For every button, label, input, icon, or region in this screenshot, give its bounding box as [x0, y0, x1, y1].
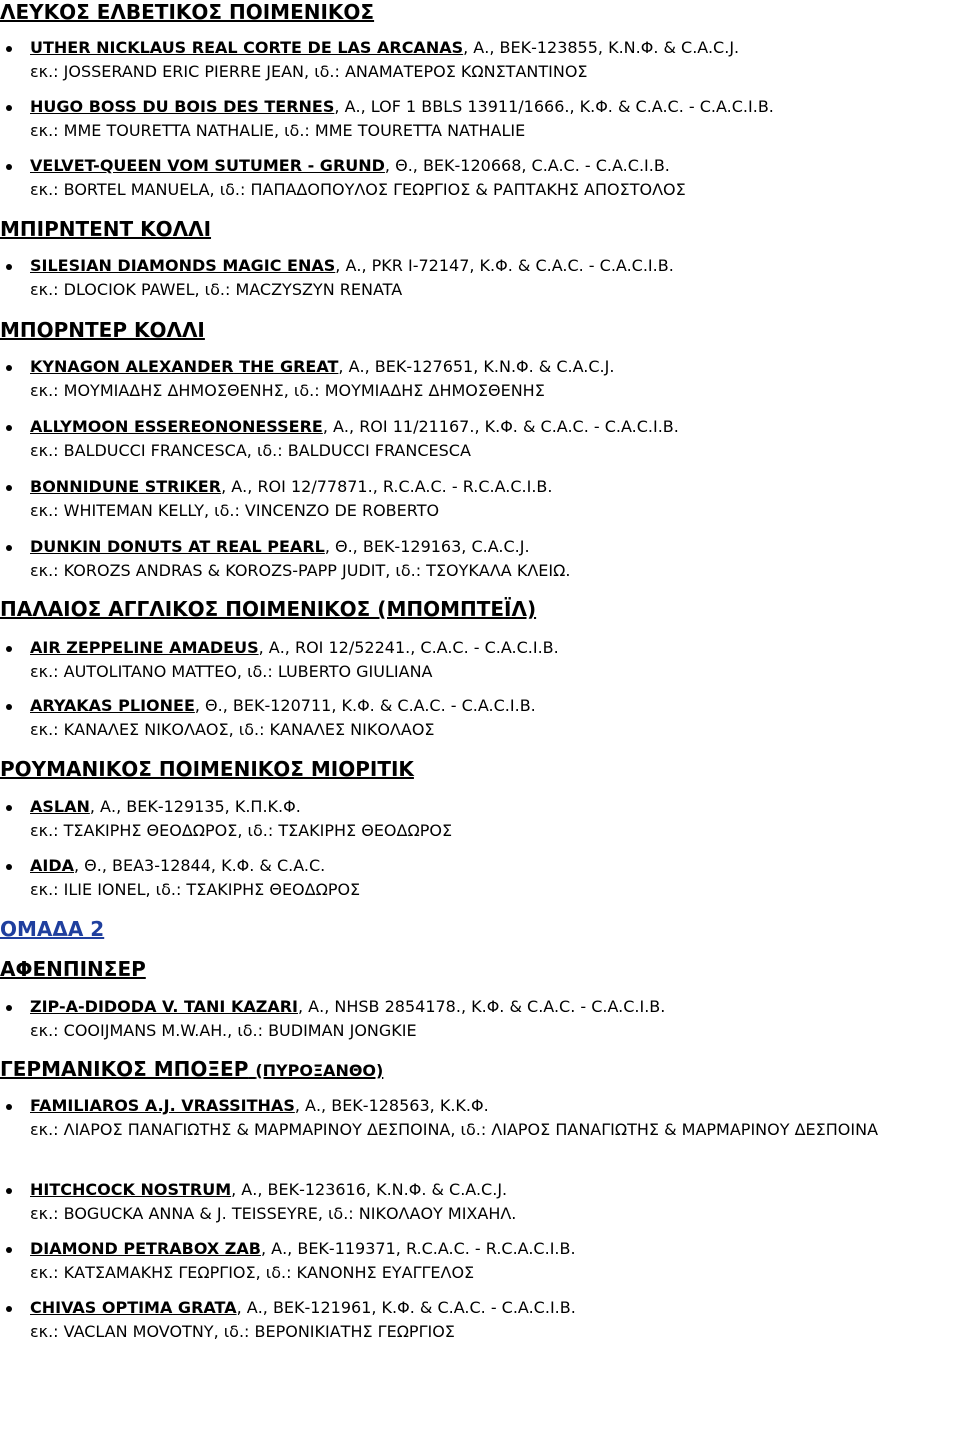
owners-line: εκ.: MME TOURETTA NATHALIE, ιδ.: MME TOURETTA NATHALIE: [30, 121, 526, 140]
bullet-icon: [6, 425, 12, 431]
dog-details: , Α., NHSB 2854178., Κ.Φ. & C.A.C. - C.A.C.I.B.: [298, 997, 666, 1016]
owners-line: εκ.: ΚΑΝΑΛΕΣ ΝΙΚΟΛΑΟΣ, ιδ.: ΚΑΝΑΛΕΣ ΝΙΚΟΛΑΟΣ: [30, 720, 435, 739]
dog-name: AIR ZEPPELINE AMADEUS: [30, 638, 259, 657]
owners-line: εκ.: JOSSERAND ERIC PIERRE JEAN, ιδ.: ΑΝΑΜΑΤΕΡΟΣ ΚΩΝΣΤΑΝΤΙΝΟΣ: [30, 62, 588, 81]
dog-details: , Θ., ΒΕΚ-129163, C.A.C.J.: [324, 537, 530, 556]
dog-details: , Α., PKR I-72147, Κ.Φ. & C.A.C. - C.A.C.I.B.: [335, 256, 674, 275]
entry-line: [30, 854, 956, 878]
dog-name: ASLAN: [30, 797, 90, 816]
bullet-icon: [6, 704, 12, 710]
owners-line: εκ.: KOROZS ANDRAS & KOROZS-PAPP JUDIT, ιδ.: ΤΣΟΥΚΑΛΑ ΚΛΕΙΩ.: [30, 561, 571, 580]
entry-line: [30, 1237, 956, 1261]
entry-line: [30, 36, 956, 60]
dog-details: , Θ., ΒΕΚ-120711, Κ.Φ. & C.A.C. - C.A.C.I.B.: [194, 696, 536, 715]
bullet-icon: [6, 864, 12, 870]
entry-line: [30, 995, 956, 1019]
dog-name: HITCHCOCK NOSTRUM: [30, 1180, 232, 1199]
section-subtitle: (ΠΥΡΟΞΑΝΘΟ): [255, 1061, 384, 1080]
bullet-icon: [6, 1188, 12, 1194]
bullet-icon: [6, 46, 12, 52]
dog-details: , Α., ΒΕΚ-127651, Κ.Ν.Φ. & C.A.C.J.: [338, 357, 615, 376]
section-heading: ΡΟΥΜΑΝΙΚΟΣ ΠΟΙΜΕΝΙΚΟΣ ΜΙΟΡΙΤΙΚ: [0, 757, 414, 781]
entry-line: [30, 254, 956, 278]
owners-line: εκ.: BORTEL MANUELA, ιδ.: ΠΑΠΑΔΟΠΟΥΛΟΣ ΓΕΩΡΓΙΟΣ & ΡΑΠΤΑΚΗΣ ΑΠΟΣΤΟΛΟΣ: [30, 180, 686, 199]
dog-details: , Α., ROI 11/21167., Κ.Φ. & C.A.C. - C.A.C.I.B.: [322, 417, 679, 436]
section-heading: ΓΕΡΜΑΝΙΚΟΣ ΜΠΟΞΕΡ (ΠΥΡΟΞΑΝΘΟ): [0, 1057, 384, 1081]
bullet-icon: [6, 805, 12, 811]
entry-line: [30, 1094, 956, 1118]
entry-line: [30, 636, 956, 660]
dog-name: SILESIAN DIAMONDS MAGIC ENAS: [30, 256, 336, 275]
owners-line: εκ.: ILIE IONEL, ιδ.: ΤΣΑΚΙΡΗΣ ΘΕΟΔΩΡΟΣ: [30, 880, 361, 899]
group-heading: ΟΜΑΔΑ 2: [0, 917, 105, 941]
entry-line: [30, 535, 956, 559]
dog-details: , Α., ΒΕΚ-123616, Κ.Ν.Φ. & C.A.C.J.: [231, 1180, 508, 1199]
dog-details: , Θ., ΒΕΚ-120668, C.A.C. - C.A.C.I.B.: [384, 156, 670, 175]
dog-name: BONNIDUNE STRIKER: [30, 477, 222, 496]
bullet-icon: [6, 264, 12, 270]
dog-name: CHIVAS OPTIMA GRATA: [30, 1298, 237, 1317]
dog-name: HUGO BOSS DU BOIS DES TERNES: [30, 97, 335, 116]
bullet-icon: [6, 1005, 12, 1011]
dog-name: DUNKIN DONUTS AT REAL PEARL: [30, 537, 325, 556]
owners-line: εκ.: ΚΑΤΣΑΜΑΚΗΣ ΓΕΩΡΓΙΟΣ, ιδ.: ΚΑΝΟΝΗΣ ΕΥΑΓΓΕΛΟΣ: [30, 1263, 475, 1282]
bullet-icon: [6, 365, 12, 371]
owners-line: εκ.: COOIJMANS M.W.AH., ιδ.: BUDIMAN JONGKIE: [30, 1021, 417, 1040]
section-heading: ΛΕΥΚΟΣ ΕΛΒΕΤΙΚΟΣ ΠΟΙΜΕΝΙΚΟΣ: [0, 0, 375, 24]
entry-line: [30, 154, 956, 178]
owners-line: εκ.: ΛΙΑΡΟΣ ΠΑΝΑΓΙΩΤΗΣ & ΜΑΡΜΑΡΙΝΟΥ ΔΕΣΠΟΙΝΑ, ιδ.: ΛΙΑΡΟΣ ΠΑΝΑΓΙΩΤΗΣ & ΜΑΡΜΑΡΙΝΟΥ ΔΕΣΠΟΙΝΑ: [30, 1120, 879, 1139]
dog-name: UTHER NICKLAUS REAL CORTE DE LAS ARCANAS: [30, 38, 464, 57]
bullet-icon: [6, 164, 12, 170]
dog-details: , Α., ROI 12/77871., R.C.A.C. - R.C.A.C.I.B.: [221, 477, 553, 496]
owners-line: εκ.: WHITEMAN KELLY, ιδ.: VINCENZO DE ROBERTO: [30, 501, 440, 520]
entry-line: [30, 1296, 956, 1320]
entry-line: [30, 1178, 956, 1202]
owners-line: εκ.: ΤΣΑΚΙΡΗΣ ΘΕΟΔΩΡΟΣ, ιδ.: ΤΣΑΚΙΡΗΣ ΘΕΟΔΩΡΟΣ: [30, 821, 453, 840]
dog-name: ARYAKAS PLIONEE: [30, 696, 195, 715]
bullet-icon: [6, 545, 12, 551]
dog-details: , Θ., ΒΕΑ3-12844, Κ.Φ. & C.A.C.: [74, 856, 326, 875]
entry-line: [30, 694, 956, 718]
section-heading: ΠΑΛΑΙΟΣ ΑΓΓΛΙΚΟΣ ΠΟΙΜΕΝΙΚΟΣ (ΜΠΟΜΠΤΕΪΛ): [0, 597, 537, 621]
bullet-icon: [6, 105, 12, 111]
section-heading: ΜΠΙΡΝΤΕΝΤ ΚΟΛΛΙ: [0, 217, 212, 241]
owners-line: εκ.: AUTOLITANO MATTEO, ιδ.: LUBERTO GIULIANA: [30, 662, 433, 681]
dog-details: , Α., ΒΕΚ-119371, R.C.A.C. - R.C.A.C.I.B.: [260, 1239, 576, 1258]
owners-line: εκ.: BALDUCCI FRANCESCA, ιδ.: BALDUCCI FRANCESCA: [30, 441, 471, 460]
bullet-icon: [6, 1247, 12, 1253]
dog-name: ZIP-A-DIDODA V. TANI KAZARI: [30, 997, 298, 1016]
bullet-icon: [6, 1104, 12, 1110]
dog-details: , Α., ΒΕΚ-123855, Κ.Ν.Φ. & C.A.C.J.: [463, 38, 740, 57]
entry-line: [30, 355, 956, 379]
dog-name: KYNAGON ALEXANDER THE GREAT: [30, 357, 339, 376]
dog-name: FAMILIAROS A.J. VRASSITHAS: [30, 1096, 295, 1115]
owners-line: εκ.: VACLAN MOVOTNY, ιδ.: ΒΕΡΟΝΙΚΙΑΤΗΣ ΓΕΩΡΓΙΟΣ: [30, 1322, 455, 1341]
dog-name: ALLYMOON ESSEREONONESSERE: [30, 417, 323, 436]
owners-line: εκ.: ΜΟΥΜΙΑΔΗΣ ΔΗΜΟΣΘΕΝΗΣ, ιδ.: ΜΟΥΜΙΑΔΗΣ ΔΗΜΟΣΘΕΝΗΣ: [30, 381, 545, 400]
dog-details: , Α., ROI 12/52241., C.A.C. - C.A.C.I.B.: [258, 638, 559, 657]
entry-line: [30, 95, 956, 119]
dog-details: , Α., ΒΕΚ-121961, Κ.Φ. & C.A.C. - C.A.C.I.B.: [236, 1298, 576, 1317]
entry-line: [30, 795, 956, 819]
dog-details: , Α., LOF 1 BBLS 13911/1666., Κ.Φ. & C.A.C. - C.A.C.I.B.: [334, 97, 774, 116]
section-heading: ΜΠΟΡΝΤΕΡ ΚΟΛΛΙ: [0, 318, 205, 342]
dog-name: VELVET-QUEEN VOM SUTUMER - GRUND: [30, 156, 385, 175]
dog-details: , Α., ΒΕΚ-128563, Κ.Κ.Φ.: [294, 1096, 489, 1115]
owners-line: εκ.: DLOCIOK PAWEL, ιδ.: MACZYSZYN RENATA: [30, 280, 403, 299]
dog-name: DIAMOND PETRABOX ZAB: [30, 1239, 261, 1258]
owners-line: εκ.: BOGUCKA ANNA & J. TEISSEYRE, ιδ.: ΝΙΚΟΛΑΟΥ ΜΙΧΑΗΛ.: [30, 1204, 517, 1223]
dog-details: , Α., ΒΕΚ-129135, Κ.Π.Κ.Φ.: [89, 797, 301, 816]
bullet-icon: [6, 1306, 12, 1312]
dog-name: AIDA: [30, 856, 74, 875]
entry-line: [30, 415, 956, 439]
bullet-icon: [6, 485, 12, 491]
bullet-icon: [6, 646, 12, 652]
entry-line: [30, 475, 956, 499]
section-heading: ΑΦΕΝΠΙΝΣΕΡ: [0, 957, 146, 981]
